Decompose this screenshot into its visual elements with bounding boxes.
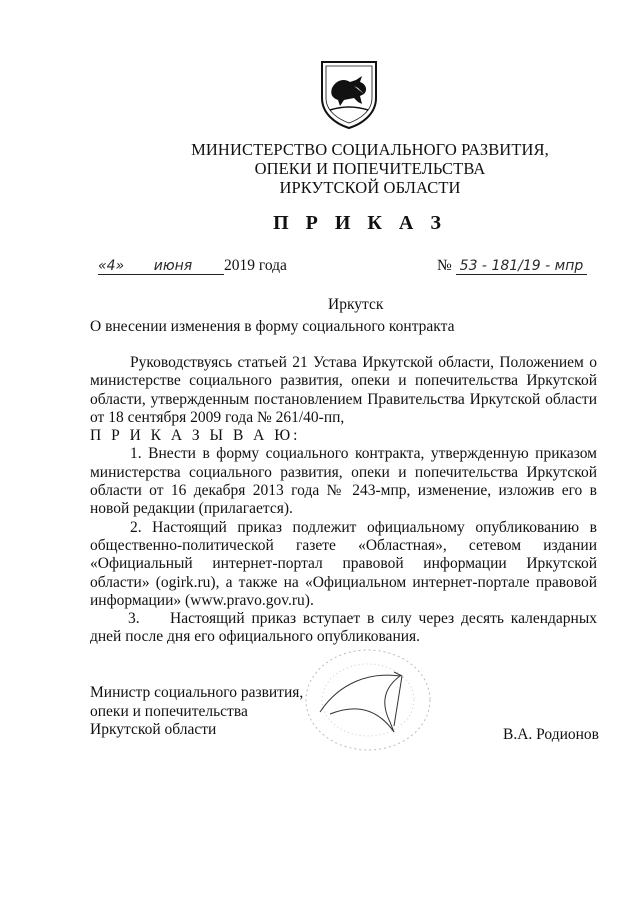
date-year: 2019 года — [224, 257, 287, 274]
city: Иркутск — [328, 296, 384, 313]
order-word: П Р И К А З Ы В А Ю: — [90, 427, 301, 445]
date-month: июня — [122, 258, 224, 275]
ministry-line-1: МИНИСТЕРСТВО СОЦИАЛЬНОГО РАЗВИТИЯ, — [191, 140, 549, 159]
item-2: 2. Настоящий приказ подлежит официальному опубликованию в общественно-политической газете «Областная», сетевом издании «Официальный интернет-портал правовой информации Иркутской области» (ogirk.ru), а также на «Официальном интернет-портале правовой информации» (www.pravo.gov.ru). — [90, 518, 597, 609]
ministry-line-3: ИРКУТСКОЙ ОБЛАСТИ — [279, 178, 461, 197]
document-date — [98, 257, 287, 275]
item-1: 1. Внести в форму социального контракта, утвержденную приказом министерства социального развития, опеки и попечительства Иркутской области от 16 декабря 2013 года № 243-мпр, изменение, изложив его в новой редакции (прилагается). — [90, 445, 597, 518]
subject: О внесении изменения в форму социального контракта — [90, 318, 455, 335]
ministry-name — [150, 140, 590, 197]
irkutsk-coat-of-arms-icon — [318, 58, 380, 130]
preamble: Руководствуясь статьей 21 Устава Иркутской области, Положением о министерстве социального развития, опеки и попечительства Иркутской области, утвержденным постановлением Правительства Иркутской области от 18 сентября 2009 года № 261/40-пп, — [90, 354, 597, 426]
signature-stamp — [290, 642, 440, 762]
document-body — [90, 354, 597, 647]
date-day: «4» — [98, 258, 125, 274]
number-value: 53 - 181/19 - мпр — [456, 258, 588, 275]
document-number — [437, 257, 587, 275]
signatory-line-1: Министр социального развития, — [90, 684, 304, 701]
signatory-name: В.А. Родионов — [503, 726, 599, 743]
ministry-line-2: ОПЕКИ И ПОПЕЧИТЕЛЬСТВА — [254, 159, 486, 178]
item-3-text: Настоящий приказ вступает в силу через десять календарных дней после дня его официального опубликования. — [90, 610, 597, 646]
signatory-line-3: Иркутской области — [90, 721, 217, 738]
document-title: П Р И К А З — [273, 212, 447, 234]
signatory-position — [90, 684, 303, 740]
signatory-line-2: опеки и попечительства — [90, 702, 248, 720]
item-3-number: 3. — [128, 610, 140, 628]
number-prefix: № — [437, 257, 452, 274]
